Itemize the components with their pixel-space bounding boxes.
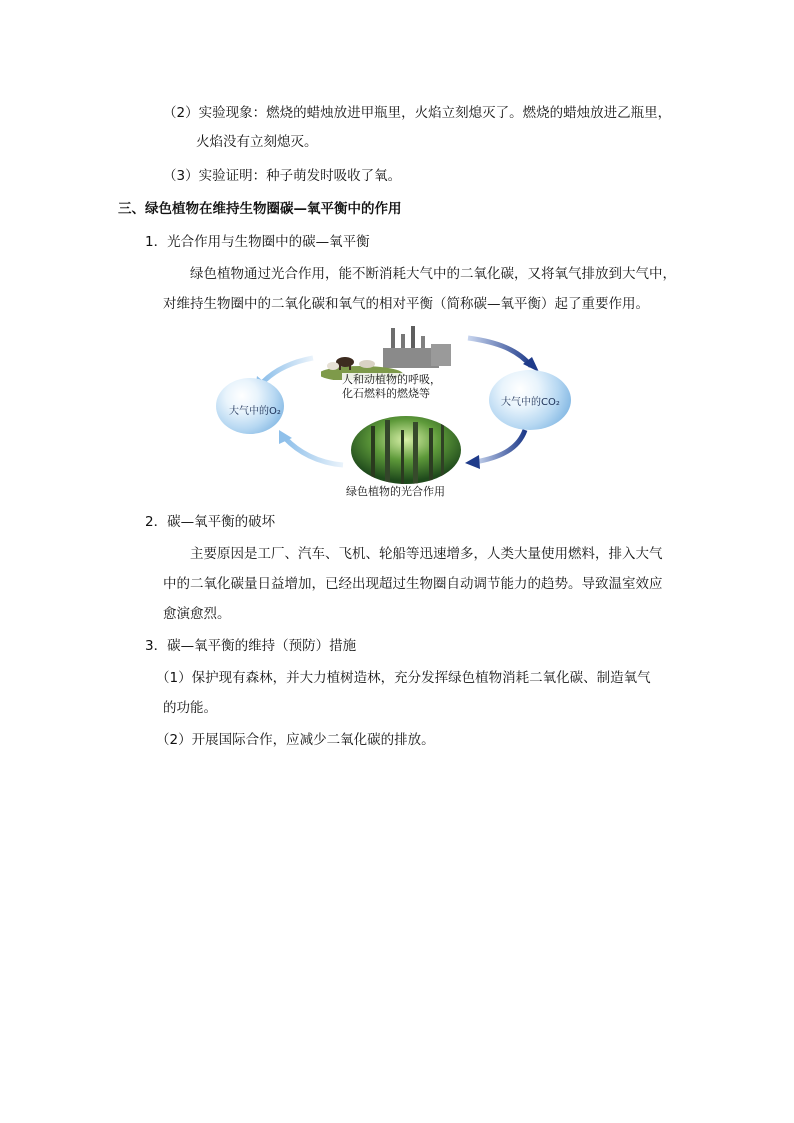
sub1-title: 1．光合作用与生物圈中的碳—氧平衡	[145, 234, 370, 250]
sub3-item2: （2）开展国际合作，应减少二氧化碳的排放。	[156, 732, 435, 748]
sub2-para-line1: 主要原因是工厂、汽车、飞机、轮船等迅速增多，人类大量使用燃料，排入大气	[190, 546, 663, 562]
sub2-title: 2．碳—氧平衡的破坏	[145, 514, 276, 530]
oxygen-cloud-label: 大气中的O₂	[229, 406, 281, 417]
arrow-bottom-right	[475, 430, 525, 462]
carbon-oxygen-cycle-diagram	[213, 320, 583, 502]
factory-animals-image	[321, 324, 461, 380]
sub2-para-line3: 愈演愈烈。	[163, 606, 231, 622]
top-caption-line1: 人和动植物的呼吸，	[342, 373, 441, 386]
carbon-dioxide-cloud-label: 大气中的CO₂	[501, 397, 560, 408]
arrow-top-right	[468, 338, 531, 366]
arrowhead-bottom-right	[465, 455, 480, 469]
sub1-para-line2: 对维持生物圈中的二氧化碳和氧气的相对平衡（简称碳—氧平衡）起了重要作用。	[163, 296, 649, 312]
sub2-para-line2: 中的二氧化碳量日益增加，已经出现超过生物圈自动调节能力的趋势。导致温室效应	[163, 576, 663, 592]
sub3-item1-line1: （1）保护现有森林，并大力植树造林，充分发挥绿色植物消耗二氧化碳、制造氧气	[156, 670, 651, 686]
experiment-phenomenon-line2: 火焰没有立刻熄灭。	[196, 134, 318, 150]
experiment-phenomenon-line1: （2）实验现象：燃烧的蜡烛放进甲瓶里，火焰立刻熄灭了。燃烧的蜡烛放进乙瓶里，	[163, 105, 672, 121]
section3-heading: 三、绿色植物在维持生物圈碳—氧平衡中的作用	[118, 201, 402, 217]
arrow-bottom-left	[285, 438, 343, 465]
bottom-caption: 绿色植物的光合作用	[346, 485, 445, 498]
experiment-conclusion: （3）实验证明：种子萌发时吸收了氧。	[163, 168, 402, 184]
sub3-title: 3．碳—氧平衡的维持（预防）措施	[145, 638, 357, 654]
sub3-item1-line2: 的功能。	[163, 700, 217, 716]
top-caption-line2: 化石燃料的燃烧等	[342, 387, 430, 400]
sub1-para-line1: 绿色植物通过光合作用，能不断消耗大气中的二氧化碳，又将氧气排放到大气中，	[190, 266, 676, 282]
arrow-top-left	[263, 358, 313, 382]
forest-image	[351, 416, 461, 484]
